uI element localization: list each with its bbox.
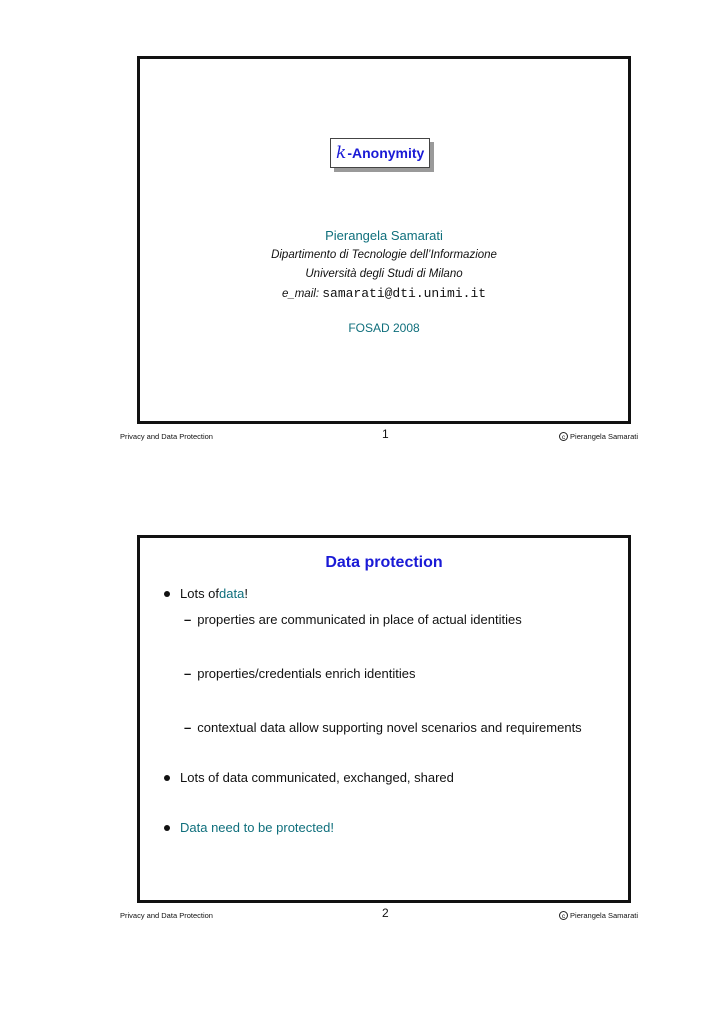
- affiliation-university: Università degli Studi di Milano: [305, 268, 463, 280]
- footer-author: Pierangela Samarati: [570, 432, 638, 441]
- email-address[interactable]: samarati@dti.unimi.it: [322, 286, 487, 301]
- title-text: -Anonymity: [347, 145, 425, 161]
- sub-bullet-text: properties are communicated in place of actual identities: [197, 612, 522, 627]
- slide-2-footer: [120, 906, 638, 922]
- author-name: Pierangela Samarati: [325, 228, 443, 243]
- bullet-text: Data need to be protected!: [180, 820, 334, 835]
- slide-1: [137, 56, 631, 424]
- copyright-icon: c: [559, 911, 568, 920]
- footer-course: Privacy and Data Protection: [120, 432, 213, 441]
- footer-course: Privacy and Data Protection: [120, 911, 213, 920]
- slide-title-box: [330, 138, 430, 168]
- page-number: 2: [382, 906, 389, 920]
- slide-1-footer: [120, 427, 638, 443]
- bullet-text-prefix: Lots of: [180, 586, 220, 601]
- title-variable: k: [336, 143, 347, 163]
- event-name: FOSAD 2008: [348, 321, 420, 335]
- email-label: e_mail:: [281, 288, 320, 300]
- email-line: [140, 286, 628, 301]
- bullet-text-suffix: !: [244, 586, 248, 601]
- bullet-dot-icon: [164, 591, 170, 597]
- page-number: 1: [382, 427, 389, 441]
- slide-title: Data protection: [325, 554, 443, 571]
- sub-bullet-contextual: [184, 720, 582, 735]
- dash-marker: –: [184, 612, 192, 627]
- slide-2: [137, 535, 631, 903]
- footer-copyright: [559, 911, 638, 920]
- bullet-need-protection: [164, 820, 334, 835]
- sub-bullet-text: contextual data allow supporting novel scenarios and requirements: [197, 720, 582, 735]
- bullet-text-highlight: data: [219, 586, 245, 601]
- bullet-text: Lots of data communicated, exchanged, shared: [180, 770, 454, 785]
- footer-author: Pierangela Samarati: [570, 911, 638, 920]
- bullet-communicated: [164, 770, 454, 785]
- sub-bullet-credentials: [184, 666, 415, 681]
- bullet-dot-icon: [164, 775, 170, 781]
- affiliation-department: Dipartimento di Tecnologie dell’Informazione: [271, 249, 497, 261]
- copyright-icon: c: [559, 432, 568, 441]
- footer-copyright: [559, 432, 638, 441]
- bullet-dot-icon: [164, 825, 170, 831]
- sub-bullet-properties: [184, 612, 522, 627]
- dash-marker: –: [184, 720, 192, 735]
- bullet-lots-of-data: [164, 586, 248, 601]
- sub-bullet-text: properties/credentials enrich identities: [197, 666, 416, 681]
- dash-marker: –: [184, 666, 192, 681]
